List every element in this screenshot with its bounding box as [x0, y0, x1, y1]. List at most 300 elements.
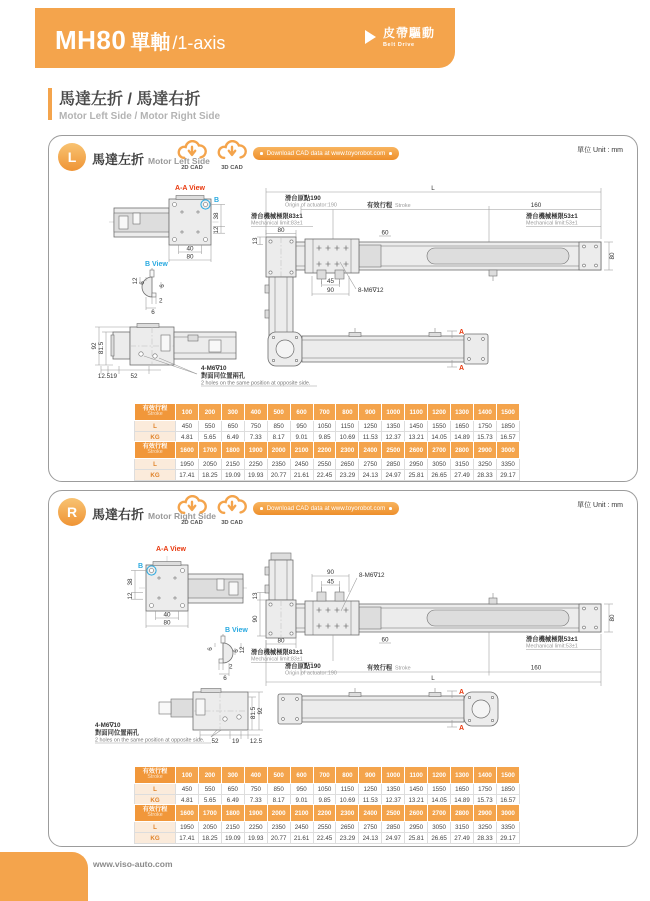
page-title — [55, 25, 225, 56]
value-cell: 2950 — [405, 459, 428, 470]
value-cell: 3050 — [428, 459, 451, 470]
stroke-value-header: 1000 — [382, 404, 405, 421]
stroke-value-header: 1500 — [496, 404, 519, 421]
dim-label: 6 — [207, 647, 214, 651]
dim-label: 12 — [127, 592, 134, 600]
holes-note-cjk: 對面同位置兩孔 — [95, 729, 140, 737]
dim-label: 19 — [231, 738, 240, 745]
b-view-drawing — [132, 261, 168, 316]
thread-note: 8-M6∇12 — [358, 287, 384, 294]
dim-label: 38 — [127, 578, 134, 586]
stroke-value-header: 700 — [313, 767, 336, 784]
aa-view-drawing — [109, 185, 225, 262]
panel-badge-left: L — [58, 143, 86, 171]
limit-83-cjk: 滑台機械極限83±1 — [251, 213, 303, 220]
value-cell: 7.33 — [244, 432, 267, 443]
row-label-cell: KG — [135, 470, 176, 481]
value-cell: 2350 — [267, 822, 290, 833]
value-cell: 21.61 — [290, 470, 313, 481]
stroke-value-header: 200 — [198, 767, 221, 784]
dim-label: 13 — [252, 592, 259, 600]
stroke-value-header: 2700 — [428, 442, 451, 459]
cloud-download-icon — [176, 495, 208, 517]
stroke-value-header: 1800 — [221, 805, 244, 822]
value-cell: 2750 — [359, 822, 382, 833]
dim-label: 92 — [257, 707, 264, 715]
dim-label: 90 — [252, 615, 259, 623]
stroke-value-header: 1200 — [428, 767, 451, 784]
unit-label: 單位 Unit : mm — [577, 147, 623, 154]
value-cell: 850 — [267, 784, 290, 795]
value-cell: 26.65 — [428, 470, 451, 481]
dim-label: 40 — [186, 245, 194, 253]
top-view-drawing — [251, 185, 616, 346]
stroke-table-1 — [134, 403, 520, 443]
limit-53-cjk: 滑台機械極限53±1 — [526, 213, 578, 220]
value-cell: 25.81 — [405, 470, 428, 481]
stroke-table — [134, 441, 520, 481]
stroke-value-header: 1200 — [428, 404, 451, 421]
thread-note: 4-M6∇10 — [201, 365, 227, 372]
value-cell: 20.77 — [267, 833, 290, 844]
value-cell: 13.21 — [405, 432, 428, 443]
value-cell: 2750 — [359, 459, 382, 470]
value-cell: 22.45 — [313, 470, 336, 481]
panel-title-en: Motor Right Side — [148, 511, 217, 521]
stroke-value-header: 800 — [336, 404, 359, 421]
value-cell: 450 — [176, 784, 199, 795]
value-cell: 3150 — [451, 459, 474, 470]
stroke-value-header: 2200 — [313, 805, 336, 822]
unit-label: 單位 Unit : mm — [577, 502, 623, 509]
cloud-download-icon — [216, 140, 248, 162]
download-cad-label: Download CAD data at www.toyorobot.com — [266, 505, 386, 512]
value-cell: 2550 — [313, 459, 336, 470]
value-cell: 13.21 — [405, 795, 428, 806]
stroke-value-header: 2000 — [267, 805, 290, 822]
value-cell: 24.97 — [382, 833, 405, 844]
stroke-value-header: 400 — [244, 404, 267, 421]
value-cell: 14.89 — [451, 432, 474, 443]
stroke-value-header: 1700 — [198, 805, 221, 822]
stroke-value-header: 2300 — [336, 442, 359, 459]
value-cell: 2250 — [244, 822, 267, 833]
dim-label: 60 — [381, 636, 389, 644]
dim-label: 52 — [211, 738, 219, 745]
belt-drive-badge — [365, 24, 435, 48]
value-cell: 3350 — [496, 459, 519, 470]
value-cell: 26.65 — [428, 833, 451, 844]
dim-label: 2 — [229, 663, 233, 671]
b-marker-label: B — [214, 197, 220, 204]
stroke-value-header: 1700 — [198, 442, 221, 459]
value-cell: 14.05 — [428, 795, 451, 806]
dim-label: 6 — [223, 675, 227, 682]
b-marker-label: B — [137, 563, 143, 570]
stroke-value-header: 1100 — [405, 404, 428, 421]
dim-label: 90 — [326, 287, 335, 294]
stroke-table — [134, 766, 520, 806]
dim-label: 80 — [277, 227, 285, 234]
panel-badge-right: R — [58, 498, 86, 526]
table-row — [135, 784, 520, 795]
holes-note-en: 2 holes on the same position at opposite side. — [201, 380, 311, 387]
value-cell: 4.81 — [176, 795, 199, 806]
table-header-row — [135, 767, 520, 784]
stroke-value-header: 2900 — [473, 442, 496, 459]
a-section-marker: A — [459, 725, 465, 732]
stroke-table — [134, 403, 520, 443]
stroke-value-header: 2800 — [451, 442, 474, 459]
download-cad-label: Download CAD data at www.toyorobot.com — [266, 150, 386, 157]
value-cell: 16.57 — [496, 795, 519, 806]
stroke-value-header: 3000 — [496, 805, 519, 822]
stroke-value-header: 300 — [221, 404, 244, 421]
value-cell: 1550 — [428, 421, 451, 432]
dot-icon — [389, 152, 392, 155]
value-cell: 1050 — [313, 421, 336, 432]
value-cell: 750 — [244, 421, 267, 432]
download-cad-button[interactable] — [253, 147, 399, 160]
dim-label: 80 — [609, 252, 616, 260]
motor-left-panel — [48, 135, 638, 482]
dim-label: 19 — [109, 373, 118, 380]
table-row — [135, 833, 520, 844]
triangle-icon — [365, 30, 376, 44]
value-cell: 3150 — [451, 822, 474, 833]
value-cell: 6.49 — [221, 795, 244, 806]
stroke-value-header: 900 — [359, 767, 382, 784]
stroke-label-cjk: 有效行程 — [367, 202, 393, 209]
origin-label-en: Origin of actuator:190 — [285, 202, 337, 209]
value-cell: 19.09 — [221, 833, 244, 844]
value-cell: 2650 — [336, 459, 359, 470]
stroke-value-header: 600 — [290, 404, 313, 421]
row-label-cell: L — [135, 822, 176, 833]
value-cell: 1350 — [382, 421, 405, 432]
dim-label: 52 — [130, 373, 138, 380]
value-cell: 18.25 — [198, 470, 221, 481]
value-cell: 2150 — [221, 459, 244, 470]
value-cell: 1850 — [496, 421, 519, 432]
stroke-value-header: 600 — [290, 767, 313, 784]
value-cell: 23.29 — [336, 470, 359, 481]
dim-label: 92 — [91, 342, 98, 350]
value-cell: 7.33 — [244, 795, 267, 806]
value-cell: 950 — [290, 421, 313, 432]
stroke-value-header: 2100 — [290, 805, 313, 822]
website-url: www.viso-auto.com — [93, 859, 173, 869]
stroke-value-header: 2500 — [382, 442, 405, 459]
value-cell: 1750 — [473, 421, 496, 432]
limit-53-cjk: 滑台機械極限53±1 — [526, 636, 578, 643]
dim-label: 81.5 — [250, 706, 257, 720]
dim-label: 12 — [239, 646, 246, 654]
dim-label: 80 — [277, 637, 285, 645]
dim-label: 80 — [609, 614, 616, 622]
value-cell: 6.49 — [221, 432, 244, 443]
value-cell: 1150 — [336, 421, 359, 432]
stroke-value-header: 700 — [313, 404, 336, 421]
value-cell: 17.41 — [176, 470, 199, 481]
dim-label: 13 — [252, 237, 259, 245]
stroke-value-header: 2000 — [267, 442, 290, 459]
value-cell: 1550 — [428, 784, 451, 795]
aa-view-drawing — [127, 546, 247, 628]
value-cell: 9.01 — [290, 432, 313, 443]
dim-label: 80 — [186, 253, 194, 261]
cad-3d-label: 3D CAD — [221, 520, 243, 526]
value-cell: 550 — [198, 784, 221, 795]
value-cell: 1850 — [496, 784, 519, 795]
value-cell: 2850 — [382, 459, 405, 470]
stroke-value-header: 2600 — [405, 442, 428, 459]
dim-label: 45 — [326, 278, 335, 285]
value-cell: 24.13 — [359, 470, 382, 481]
value-cell: 2550 — [313, 822, 336, 833]
value-cell: 2950 — [405, 822, 428, 833]
dim-label: 160 — [530, 202, 542, 209]
stroke-value-header: 500 — [267, 404, 290, 421]
stroke-value-header: 2200 — [313, 442, 336, 459]
stroke-value-header: 400 — [244, 767, 267, 784]
stroke-table-1 — [134, 766, 520, 806]
value-cell: 12.37 — [382, 432, 405, 443]
value-cell: 1150 — [336, 784, 359, 795]
motor-right-drawing — [49, 541, 637, 756]
axis-label-cjk: 單軸 — [130, 32, 171, 54]
view-label: A-A View — [175, 185, 205, 192]
stroke-value-header: 1100 — [405, 767, 428, 784]
table-row — [135, 822, 520, 833]
holes-note-cjk: 對面同位置兩孔 — [201, 372, 246, 380]
section-heading — [48, 86, 220, 122]
dim-label: 40 — [163, 611, 171, 619]
value-cell: 2050 — [198, 822, 221, 833]
row-label-cell: L — [135, 421, 176, 432]
stroke-value-header: 1600 — [176, 442, 199, 459]
dim-label: 6 — [151, 309, 155, 316]
side-view-drawing — [95, 689, 264, 746]
value-cell: 19.09 — [221, 470, 244, 481]
value-cell: 3350 — [496, 822, 519, 833]
value-cell: 1450 — [405, 784, 428, 795]
footer-corner-decoration — [0, 852, 88, 901]
dim-label: 12.5 — [97, 373, 111, 380]
download-cad-button[interactable] — [253, 502, 399, 515]
a-section-marker: A — [459, 329, 465, 336]
value-cell: 12.37 — [382, 795, 405, 806]
stroke-value-header: 2700 — [428, 805, 451, 822]
elevation-drawing — [278, 688, 498, 732]
value-cell: 28.33 — [473, 470, 496, 481]
b-view-drawing — [207, 627, 248, 682]
value-cell: 20.77 — [267, 470, 290, 481]
product-banner — [35, 8, 455, 68]
row-label-cell: KG — [135, 795, 176, 806]
section-title: 馬達左折 / 馬達右折 — [59, 91, 201, 108]
cad-3d-download[interactable] — [213, 495, 251, 526]
dim-label: 6 — [159, 284, 166, 288]
value-cell: 450 — [176, 421, 199, 432]
dim-label: 6 — [139, 281, 146, 285]
stroke-value-header: 1800 — [221, 442, 244, 459]
table-header-row — [135, 404, 520, 421]
dim-label: 12 — [132, 277, 139, 285]
value-cell: 9.85 — [313, 432, 336, 443]
value-cell: 1050 — [313, 784, 336, 795]
value-cell: 15.73 — [473, 795, 496, 806]
a-section-marker: A — [459, 365, 465, 372]
row-label-cell: L — [135, 459, 176, 470]
dim-label: 60 — [381, 229, 389, 237]
stroke-table-2 — [134, 441, 520, 481]
stroke-header-cell: 有效行程 Stroke — [135, 442, 176, 459]
accent-bar — [48, 88, 52, 120]
stroke-value-header: 1400 — [473, 404, 496, 421]
row-label-cell: L — [135, 784, 176, 795]
value-cell: 27.49 — [451, 470, 474, 481]
stroke-label-en: Stroke — [395, 203, 411, 209]
dim-label: L — [431, 185, 435, 192]
cad-2d-label: 2D CAD — [181, 165, 203, 171]
value-cell: 8.17 — [267, 432, 290, 443]
value-cell: 21.61 — [290, 833, 313, 844]
value-cell: 1350 — [382, 784, 405, 795]
value-cell: 24.97 — [382, 470, 405, 481]
stroke-value-header: 2800 — [451, 805, 474, 822]
value-cell: 2150 — [221, 822, 244, 833]
dot-icon — [260, 152, 263, 155]
value-cell: 15.73 — [473, 432, 496, 443]
motor-right-panel — [48, 490, 638, 847]
value-cell: 10.69 — [336, 432, 359, 443]
value-cell: 2450 — [290, 459, 313, 470]
view-label: A-A View — [156, 546, 186, 553]
stroke-header-cell: 有效行程 Stroke — [135, 404, 176, 421]
limit-53-en: Mechanical limit:53±1 — [526, 220, 578, 227]
limit-53-en: Mechanical limit:53±1 — [526, 643, 578, 650]
stroke-value-header: 2600 — [405, 805, 428, 822]
limit-83-en: Mechanical limit:83±1 — [251, 656, 303, 663]
value-cell: 2250 — [244, 459, 267, 470]
dim-label: 2 — [159, 297, 163, 305]
value-cell: 11.53 — [359, 432, 382, 443]
cad-2d-label: 2D CAD — [181, 520, 203, 526]
origin-label-cjk: 滑台原點190 — [285, 663, 321, 670]
value-cell: 1250 — [359, 421, 382, 432]
stroke-value-header: 800 — [336, 767, 359, 784]
limit-83-cjk: 滑台機械極限83±1 — [251, 649, 303, 656]
dim-label: 81.5 — [98, 341, 105, 355]
value-cell: 950 — [290, 784, 313, 795]
stroke-table-2 — [134, 804, 520, 844]
dim-label: 38 — [213, 212, 220, 220]
model-name: MH80 — [55, 25, 127, 55]
value-cell: 2650 — [336, 822, 359, 833]
value-cell: 1950 — [176, 822, 199, 833]
row-label-cell: KG — [135, 432, 176, 443]
thread-note: 4-M6∇10 — [95, 722, 121, 729]
stroke-value-header: 2300 — [336, 805, 359, 822]
table-row — [135, 459, 520, 470]
stroke-value-header: 2400 — [359, 442, 382, 459]
dim-label: 12.5 — [249, 738, 263, 745]
stroke-value-header: 2500 — [382, 805, 405, 822]
stroke-value-header: 3000 — [496, 442, 519, 459]
value-cell: 10.69 — [336, 795, 359, 806]
dim-label: 45 — [326, 578, 335, 586]
dim-label: 80 — [163, 619, 171, 627]
dim-label: 90 — [326, 569, 335, 576]
stroke-value-header: 2400 — [359, 805, 382, 822]
motor-left-drawing — [49, 182, 637, 402]
value-cell: 24.13 — [359, 833, 382, 844]
value-cell: 14.89 — [451, 795, 474, 806]
dot-icon — [260, 507, 263, 510]
drive-type-en: Belt Drive — [382, 42, 415, 48]
axis-label-en: /1-axis — [172, 33, 226, 53]
value-cell: 3250 — [473, 459, 496, 470]
dim-label: 160 — [530, 664, 542, 672]
origin-label-cjk: 滑台原點190 — [285, 195, 321, 202]
value-cell: 17.41 — [176, 833, 199, 844]
stroke-value-header: 1300 — [451, 767, 474, 784]
value-cell: 850 — [267, 421, 290, 432]
value-cell: 1250 — [359, 784, 382, 795]
cad-2d-download[interactable] — [173, 140, 211, 171]
value-cell: 11.53 — [359, 795, 382, 806]
cloud-download-icon — [216, 495, 248, 517]
stroke-value-header: 1000 — [382, 767, 405, 784]
cad-3d-label: 3D CAD — [221, 165, 243, 171]
row-label-cell: KG — [135, 833, 176, 844]
value-cell: 3250 — [473, 822, 496, 833]
value-cell: 1750 — [473, 784, 496, 795]
value-cell: 22.45 — [313, 833, 336, 844]
value-cell: 1950 — [176, 459, 199, 470]
panel-title-cjk: 馬達左折 — [92, 152, 145, 167]
value-cell: 27.49 — [451, 833, 474, 844]
value-cell: 1450 — [405, 421, 428, 432]
value-cell: 2050 — [198, 459, 221, 470]
stroke-header-cell: 有效行程 Stroke — [135, 767, 176, 784]
dim-label: 6 — [233, 649, 240, 653]
panel-title-cjk: 馬達右折 — [92, 507, 145, 522]
cad-3d-download[interactable] — [213, 140, 251, 171]
section-subtitle: Motor Left Side / Motor Right Side — [59, 111, 221, 122]
cad-2d-download[interactable] — [173, 495, 211, 526]
stroke-value-header: 200 — [198, 404, 221, 421]
stroke-value-header: 2100 — [290, 442, 313, 459]
stroke-value-header: 500 — [267, 767, 290, 784]
table-header-row — [135, 442, 520, 459]
cloud-download-icon — [176, 140, 208, 162]
dim-label: 12 — [213, 226, 220, 234]
value-cell: 1650 — [451, 784, 474, 795]
stroke-value-header: 1500 — [496, 767, 519, 784]
stroke-label-cjk: 有效行程 — [367, 664, 393, 672]
table-header-row — [135, 805, 520, 822]
stroke-value-header: 1900 — [244, 442, 267, 459]
value-cell: 23.29 — [336, 833, 359, 844]
top-view-drawing — [251, 553, 616, 686]
elevation-drawing — [268, 328, 488, 372]
value-cell: 750 — [244, 784, 267, 795]
stroke-value-header: 100 — [176, 767, 199, 784]
thread-note: 8-M6∇12 — [359, 572, 385, 579]
stroke-value-header: 1600 — [176, 805, 199, 822]
